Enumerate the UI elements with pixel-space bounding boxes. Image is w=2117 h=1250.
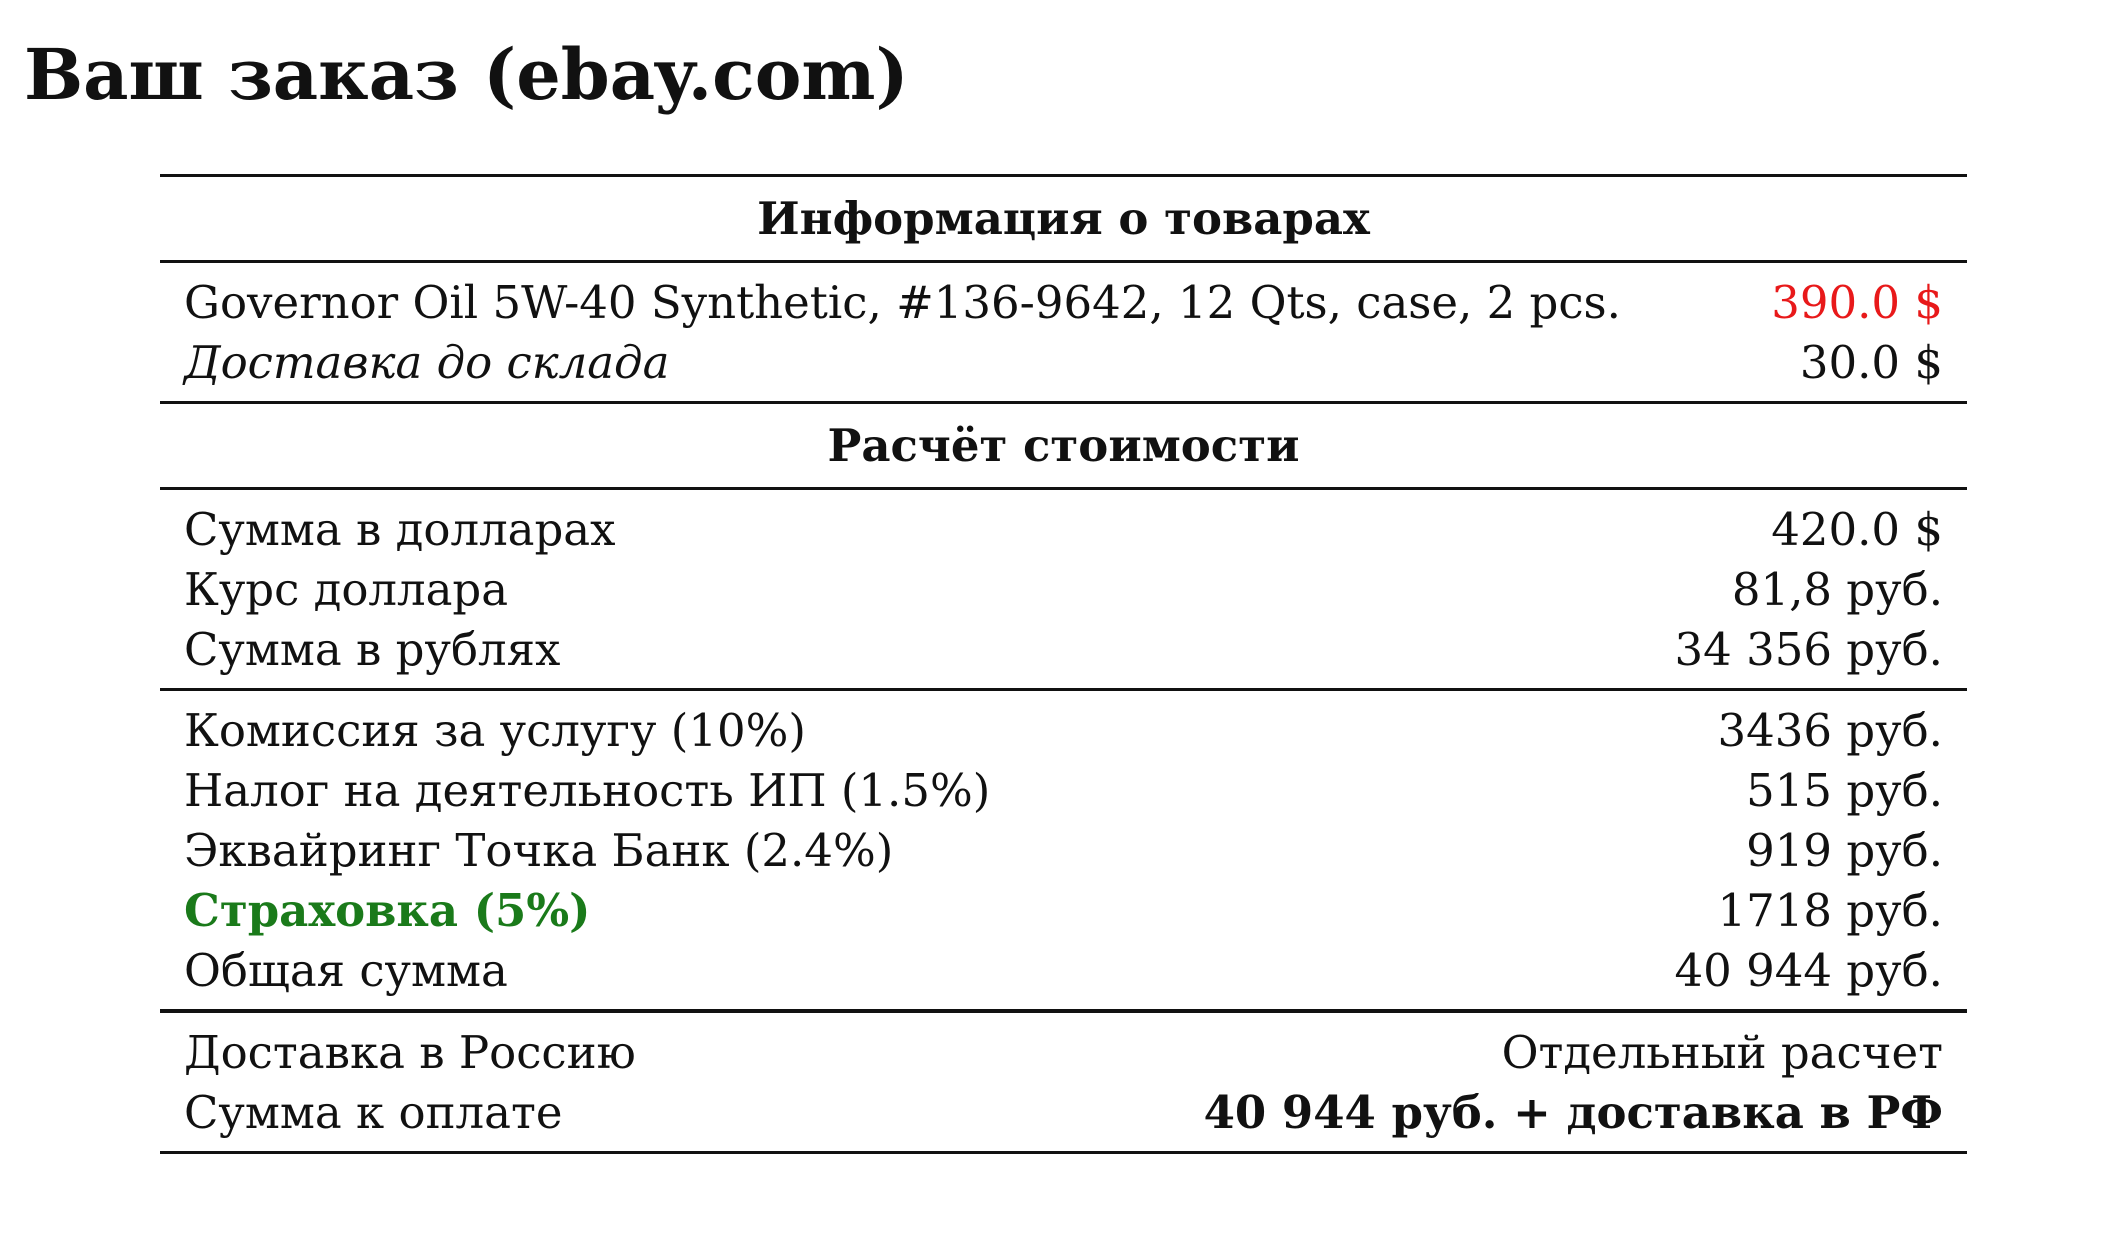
- goods-section-heading: Информация о товарах: [757, 192, 1370, 245]
- acquiring-value: 919 руб.: [1746, 824, 1943, 877]
- warehouse-delivery-value: 30.0 $: [1799, 336, 1943, 389]
- item-name: Governor Oil 5W-40 Synthetic, #136-9642, 12 Qts, case, 2 pcs.: [184, 276, 1621, 329]
- calculation-section-heading: Расчёт стоимости: [827, 419, 1300, 472]
- item-row: [160, 273, 1967, 333]
- rate-value: 81,8 руб.: [1731, 563, 1943, 616]
- commission-value: 3436 руб.: [1717, 704, 1943, 757]
- russia-delivery-label: Доставка в Россию: [184, 1026, 636, 1079]
- tax-value: 515 руб.: [1746, 764, 1943, 817]
- fees-group: [160, 691, 1967, 1009]
- insurance-row: [160, 881, 1967, 941]
- acquiring-row: [160, 821, 1967, 881]
- commission-row: [160, 701, 1967, 761]
- rate-label: Курс доллара: [184, 563, 509, 616]
- insurance-value: 1718 руб.: [1717, 884, 1943, 937]
- commission-label: Комиссия за услугу (10%): [184, 704, 806, 757]
- tax-row: [160, 761, 1967, 821]
- warehouse-delivery-row: [160, 333, 1967, 393]
- sum-rub-row: [160, 620, 1967, 680]
- bottom-divider: [160, 1151, 1967, 1154]
- tax-label: Налог на деятельность ИП (1.5%): [184, 764, 991, 817]
- calculation-group: [160, 490, 1967, 688]
- total-row: [160, 941, 1967, 1001]
- final-group: [160, 1013, 1967, 1151]
- item-price: 390.0 $: [1771, 276, 1943, 329]
- to-pay-label: Сумма к оплате: [184, 1086, 563, 1139]
- total-label: Общая сумма: [184, 944, 508, 997]
- sum-rub-value: 34 356 руб.: [1674, 623, 1943, 676]
- sum-usd-row: [160, 500, 1967, 560]
- goods-group: [160, 263, 1967, 401]
- total-value: 40 944 руб.: [1674, 944, 1943, 997]
- acquiring-label: Эквайринг Точка Банк (2.4%): [184, 824, 894, 877]
- warehouse-delivery-label: Доставка до склада: [184, 336, 670, 389]
- sum-rub-label: Сумма в рублях: [184, 623, 561, 676]
- to-pay-value: 40 944 руб. + доставка в РФ: [1203, 1086, 1943, 1139]
- page-title: Ваш заказ (ebay.com): [24, 33, 909, 116]
- rate-row: [160, 560, 1967, 620]
- russia-delivery-row: [160, 1023, 1967, 1083]
- sum-usd-label: Сумма в долларах: [184, 503, 616, 556]
- sum-usd-value: 420.0 $: [1771, 503, 1943, 556]
- to-pay-row: [160, 1083, 1967, 1143]
- insurance-label: Страховка (5%): [184, 884, 591, 937]
- order-receipt-table: [160, 174, 1967, 1154]
- russia-delivery-value: Отдельный расчет: [1501, 1026, 1943, 1079]
